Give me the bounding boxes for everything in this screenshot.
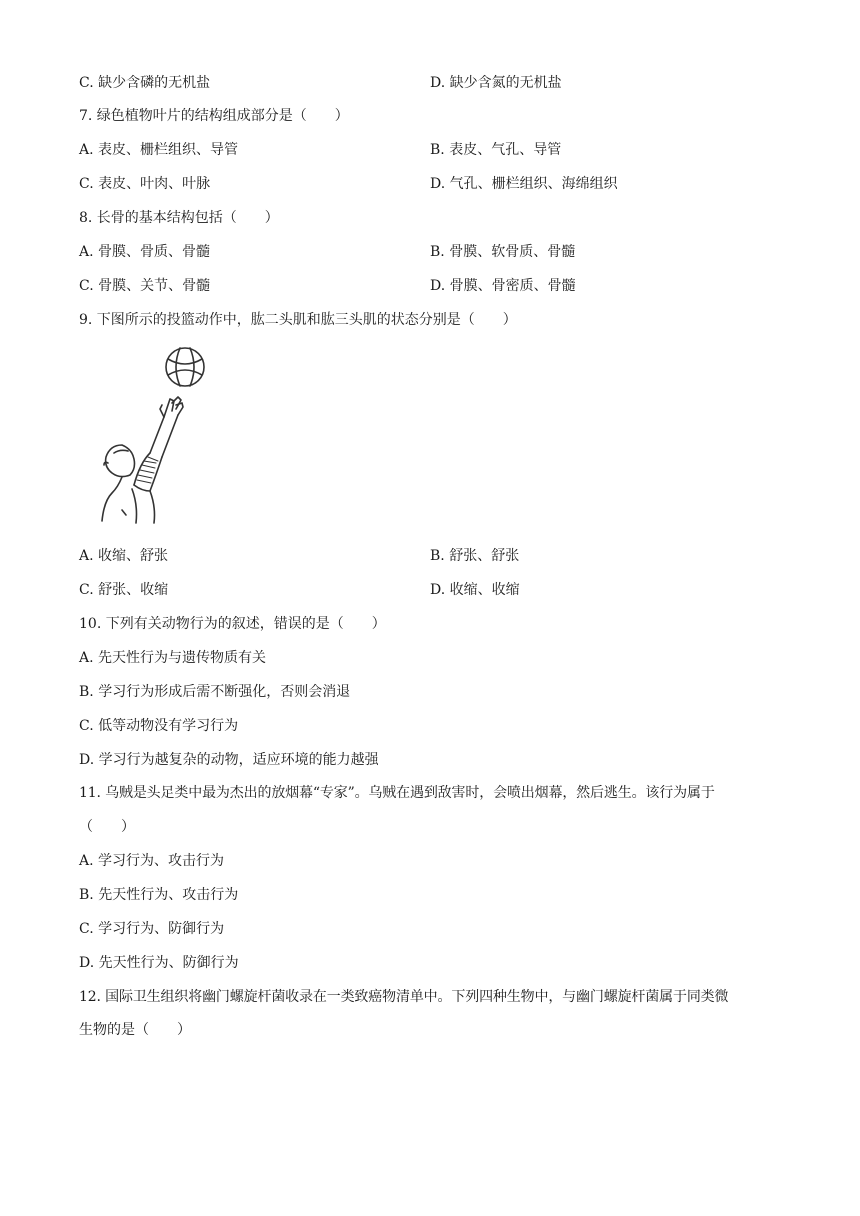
option-c: C. 学习行为、防御行为 <box>79 921 225 937</box>
option-d: D. 学习行为越复杂的动物，适应环境的能力越强 <box>79 752 379 768</box>
option-b: B. 先天性行为、攻击行为 <box>79 887 239 903</box>
option-a: A. 先天性行为与遗传物质有关 <box>79 650 267 666</box>
option-d: D. 缺少含氮的无机盐 <box>430 75 562 91</box>
question-stem: 9. 下图所示的投篮动作中，肱二头肌和肱三头肌的状态分别是（ ） <box>79 312 517 328</box>
option-b: B. 学习行为形成后需不断强化，否则会消退 <box>79 684 351 700</box>
option-a: A. 收缩、舒张 <box>79 548 169 564</box>
option-c: C. 缺少含磷的无机盐 <box>79 75 211 91</box>
option-c: C. 表皮、叶肉、叶脉 <box>79 176 211 192</box>
question-stem-line-1: 11. 乌贼是头足类中最为杰出的放烟幕“专家”。乌贼在遇到敌害时，会喷出烟幕，然后逃生。该行为属于 <box>79 785 715 801</box>
question-stem-line-2: （ ） <box>79 819 135 835</box>
option-a: A. 表皮、栅栏组织、导管 <box>79 142 239 158</box>
question-stem-line-1: 12. 国际卫生组织将幽门螺旋杆菌收录在一类致癌物清单中。下列四种生物中，与幽门螺旋杆菌属于同类微 <box>79 989 729 1005</box>
question-stem: 10. 下列有关动物行为的叙述，错误的是（ ） <box>79 616 386 632</box>
question-stem: 7. 绿色植物叶片的结构组成部分是（ ） <box>79 108 349 124</box>
question-stem: 8. 长骨的基本结构包括（ ） <box>79 210 279 226</box>
option-c: C. 舒张、收缩 <box>79 582 169 598</box>
option-d: D. 气孔、栅栏组织、海绵组织 <box>430 176 618 192</box>
basketball-icon <box>166 348 204 386</box>
option-b: B. 骨膜、软骨质、骨髓 <box>430 244 576 260</box>
option-a: A. 骨膜、骨质、骨髓 <box>79 244 211 260</box>
question-stem-line-2: 生物的是（ ） <box>79 1022 191 1038</box>
basketball-shot-illustration <box>92 345 217 525</box>
option-b: B. 表皮、气孔、导管 <box>430 142 562 158</box>
option-d: D. 骨膜、骨密质、骨髓 <box>430 278 576 294</box>
option-c: C. 低等动物没有学习行为 <box>79 718 239 734</box>
option-d: D. 收缩、收缩 <box>430 582 520 598</box>
option-d: D. 先天性行为、防御行为 <box>79 955 239 971</box>
option-b: B. 舒张、舒张 <box>430 548 520 564</box>
option-c: C. 骨膜、关节、骨髓 <box>79 278 211 294</box>
option-a: A. 学习行为、攻击行为 <box>79 853 225 869</box>
